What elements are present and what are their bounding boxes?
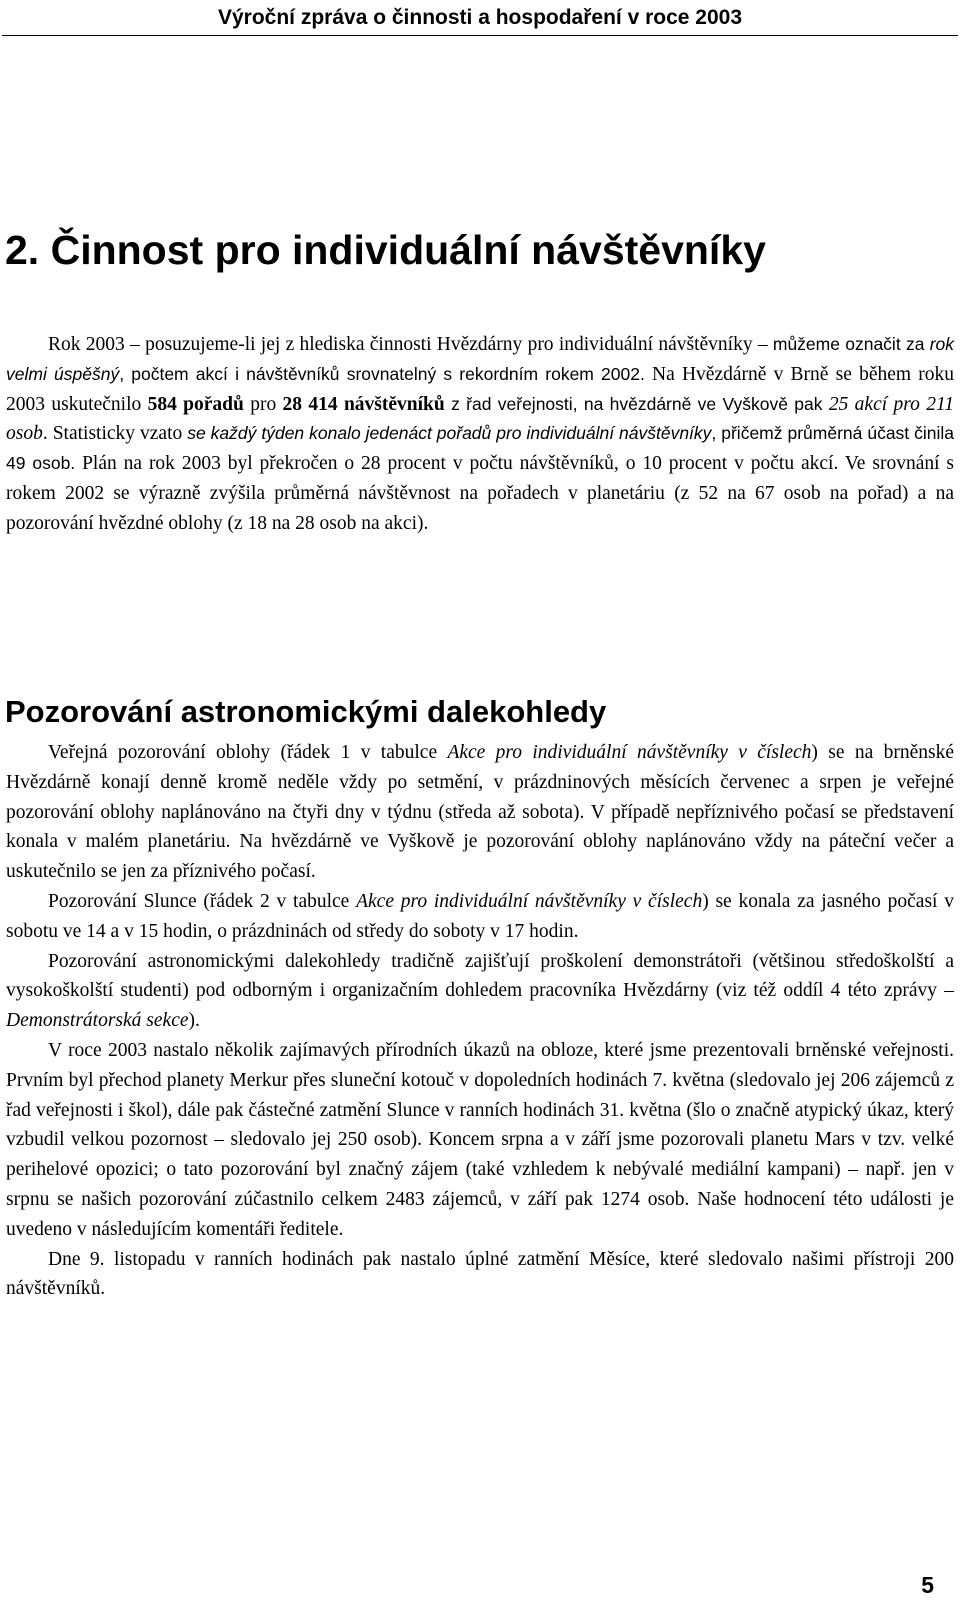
intro-text: , přičemž průměrná účast činila 49 osob.	[6, 423, 955, 474]
intro-text: můžeme označit za	[772, 334, 930, 354]
intro-text: Plán na rok 2003 byl překročen o 28 procent v počtu návštěvníků, o 10 procent v počtu akcí.	[75, 453, 839, 475]
paragraph	[6, 738, 954, 887]
intro-text: Rok 2003 – posuzujeme-li jej z hlediska činnosti Hvězdárny pro individuální návštěvníky –	[48, 334, 773, 355]
section-reference: Demonstrátorská sekce	[6, 1010, 189, 1032]
intro-emphasis: 25 akcí pro 211 osob	[6, 393, 954, 445]
paragraph-text: Pozorování Slunce (řádek 2 v tabulce	[48, 890, 357, 912]
intro-bold: 28 414 návštěvníků	[282, 393, 445, 415]
paragraph-text: Veřejná pozorování oblohy (řádek 1 v tabulce	[48, 742, 448, 763]
table-reference: Akce pro individuální návštěvníky v číslech	[356, 890, 703, 912]
intro-text: pro	[243, 393, 283, 415]
section-body	[6, 738, 954, 1304]
paragraph	[6, 1036, 954, 1245]
intro-text: .	[42, 423, 48, 445]
intro-text: Statisticky vzato	[47, 423, 188, 445]
paragraph-text: Dne 9. listopadu v ranních hodinách pak nastalo úplné zatmění Měsíce, které sledovalo našimi přístroji 200 návštěvníků.	[6, 1248, 954, 1300]
paragraph	[6, 887, 954, 947]
intro-text: , počtem akcí i návštěvníků srovnatelný s rekordním rokem 2002.	[119, 363, 645, 384]
intro-paragraph	[6, 330, 954, 539]
paragraph-text: ).	[188, 1010, 200, 1032]
chapter-title: 2. Činnost pro individuální návštěvníky	[5, 227, 766, 273]
paragraph-text: V roce 2003 nastalo několik zajímavých přírodních úkazů na obloze, které jsme prezentovali brněnské veřejnosti. Prvním byl přechod planety Merkur přes sluneční kotouč v dopoledních hodinách 7. května (sledovalo jej 206 zájemců z řad veřejnosti i škol), dále pak částečné zatmění Slunce v ranních hodinách 31. května (šlo o značně atypický úkaz, který vzbudil velkou pozornost – sledovalo jej 250 osob). Koncem srpna a v září jsme pozorovali planetu Mars v tzv. velké perihelové opozici; o tato pozorování byl značný zájem (také vzhledem k nebývalé mediální kampani) – např. jen v srpnu se našich pozorování zúčastnilo celkem 2483 zájemců, v září pak 1274 osob. Naše hodnocení této události je uvedeno v následujícím komentáři ředitele.	[6, 1039, 954, 1240]
paragraph	[6, 947, 954, 1036]
intro-bold: 584 pořadů	[147, 393, 244, 415]
intro-text: z řad veřejnosti, na hvězdárně ve Vyškově pak	[444, 393, 829, 414]
paragraph-text: Pozorování astronomickými dalekohledy tradičně zajišťují proškolení demonstrátoři (většinou středoškolští a vysokoškolští studenti) pod odborným i organizačním dohledem pracovníka Hvězdárny (viz též oddíl 4 této zprávy –	[6, 950, 954, 1002]
intro-emphasis: se každý týden konalo jedenáct pořadů pro individuální návštěvníky	[187, 423, 712, 444]
table-reference: Akce pro individuální návštěvníky v číslech	[447, 742, 812, 763]
header-rule	[2, 35, 958, 36]
paragraph	[6, 1245, 954, 1305]
running-header: Výroční zpráva o činnosti a hospodaření v roce 2003	[217, 6, 742, 29]
paragraph-text: ) se konala za jasného počasí v sobotu ve 14 a v 15 hodin, o prázdninách od středy do soboty v 17 hodin.	[6, 890, 954, 942]
intro-emphasis: rok velmi úspěšný	[6, 334, 954, 384]
page-number: 5	[921, 1572, 934, 1598]
intro-text: Na Hvězdárně v Brně se během roku 2003 uskutečnilo	[6, 363, 954, 415]
paragraph-text: ) se na brněnské Hvězdárně konají denně kromě neděle vždy po setmění, v prázdninových měsících červenec a srpen je veřejné pozorování oblohy naplánováno na čtyři dny v týdnu (středa až sobota). V případě nepříznivého počasí se představení konala v malém planetáriu. Na hvězdárně ve Vyškově je pozorování oblohy naplánováno vždy na páteční večer a uskutečnilo se jen za příznivého počasí.	[6, 742, 954, 883]
section-title: Pozorování astronomickými dalekohledy	[5, 694, 607, 729]
intro-text: Ve srovnání s rokem 2002 se výrazně zvýšila průměrná návštěvnost na pořadech v planetáriu (z 52 na 67 osob na pořad) a na pozorování hvězdné oblohy (z 18 na 28 osob na akci).	[6, 453, 955, 534]
